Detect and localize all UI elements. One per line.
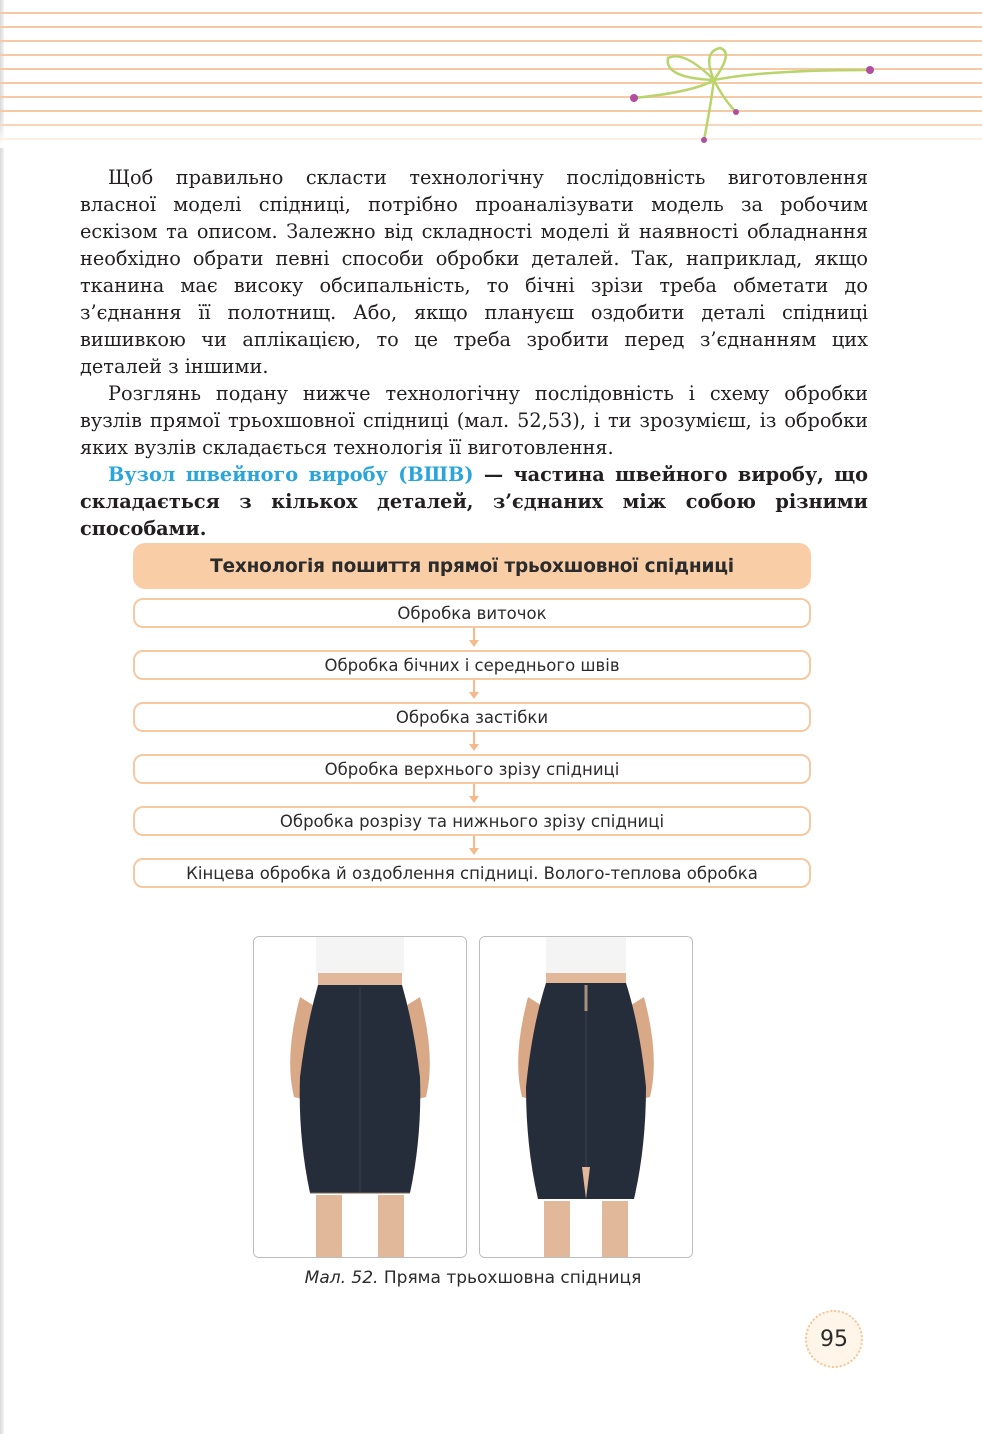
flow-step-2: Обробка бічних і середнього швів: [133, 650, 811, 680]
flow-step-1: Обробка виточок: [133, 598, 811, 628]
skirt-front-photo: [253, 936, 467, 1258]
definition-text: — частина швейного виробу, що складається з кількох деталей, з’єднаних між собою різними способами.: [80, 463, 869, 540]
flow-step-5: Обробка розрізу та нижнього зрізу спідниці: [133, 806, 811, 836]
flowchart-steps: [133, 598, 811, 888]
definition-paragraph: [80, 461, 868, 542]
ribbon-bow-decoration: [624, 40, 884, 160]
paragraph-2: Розглянь подану нижче технологічну послідовність і схему обробки вузлів прямої трьохшовної спідниці (мал. 52,53), і ти зрозумієш, із обробки яких вузлів складається технологія її виготовлення.: [80, 382, 868, 459]
flow-step-4: Обробка верхнього зрізу спідниці: [133, 754, 811, 784]
figure-label: Мал. 52.: [304, 1268, 379, 1288]
skirt-back-photo: [479, 936, 693, 1258]
page-number: 95: [805, 1310, 863, 1368]
definition-term: Вузол швейного виробу (ВШВ): [108, 463, 474, 486]
flow-step-6: Кінцева обробка й оздоблення спідниці. Волого-теплова обробка: [133, 858, 811, 888]
flow-step-3: Обробка застібки: [133, 702, 811, 732]
figure-caption: [253, 1268, 693, 1288]
page-edge: [0, 0, 4, 1434]
paragraph-1: Щоб правильно скласти технологічну послідовність виготовлення власної моделі спідниці, потрібно проаналізувати модель за робочим ескізом та описом. Залежно від складності моделі й наявності обладнання необхідно обрати певні способи обробки деталей. Так, наприклад, якщо тканина має високу обсипальність, то бічні зрізи треба обметати до з’єднання її полотнищ. Або, якщо плануєш оздобити деталі спідниці вишивкою чи аплікацією, то це треба зробити перед з’єднанням цих деталей з іншими.: [80, 166, 868, 378]
figure-text: Пряма трьохшовна спідниця: [378, 1268, 642, 1288]
body-text: [80, 164, 868, 542]
technology-flowchart: [133, 543, 811, 888]
flowchart-title: Технологія пошиття прямої трьохшовної спідниці: [133, 543, 811, 589]
